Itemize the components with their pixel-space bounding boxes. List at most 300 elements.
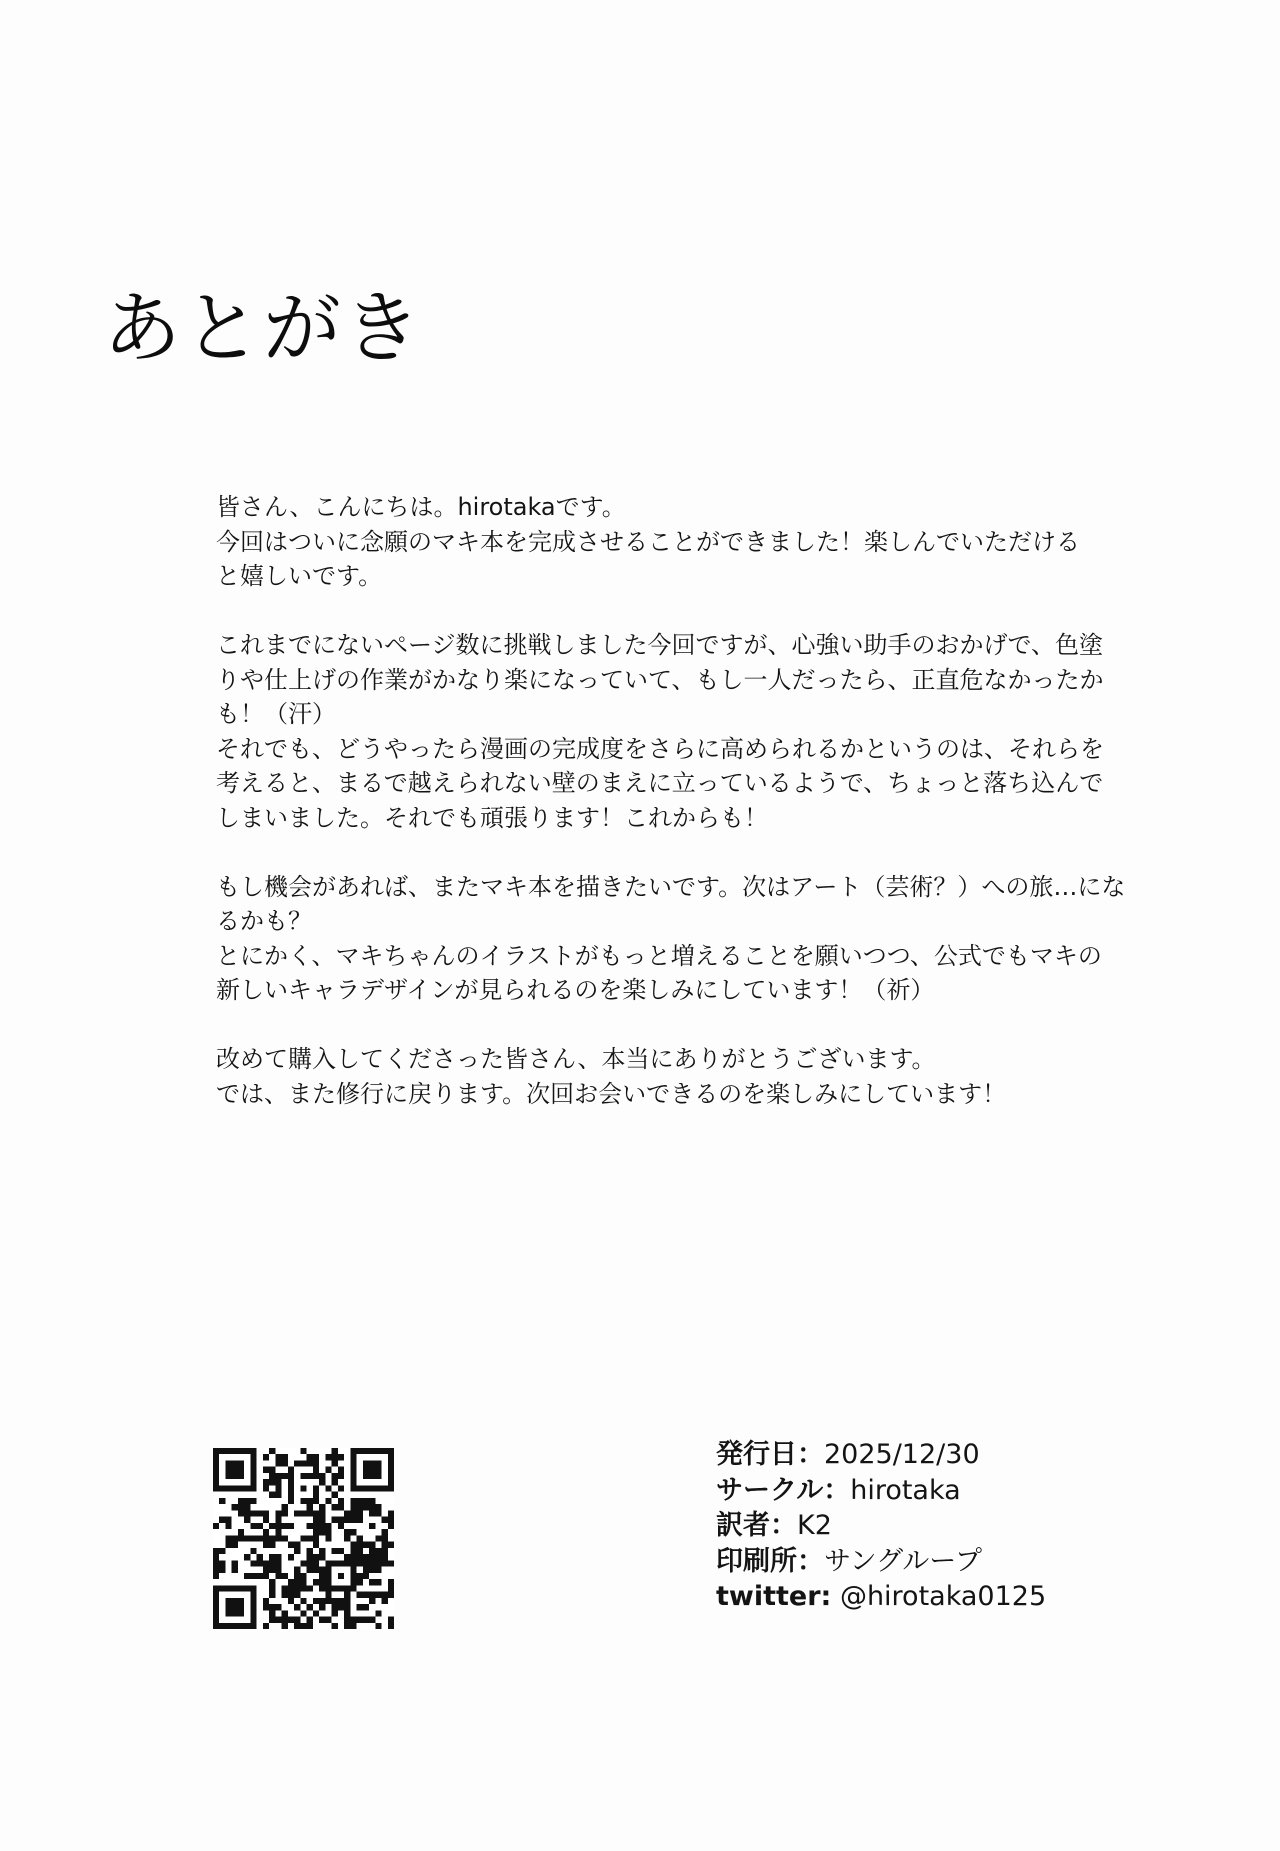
qr-module <box>225 1623 231 1629</box>
qr-module <box>307 1504 313 1510</box>
qr-module <box>225 1598 231 1604</box>
qr-module <box>332 1473 338 1479</box>
qr-module <box>357 1504 363 1510</box>
qr-module <box>282 1573 288 1579</box>
qr-module <box>225 1467 231 1473</box>
qr-module <box>357 1573 363 1579</box>
qr-module <box>219 1498 225 1504</box>
qr-module <box>213 1554 219 1560</box>
qr-module <box>344 1598 350 1604</box>
qr-module <box>269 1604 275 1610</box>
qr-module <box>213 1523 219 1529</box>
colophon-circle <box>716 1473 1046 1509</box>
qr-module <box>213 1485 219 1491</box>
twitter-handle: @hirotaka0125 <box>839 1581 1047 1612</box>
qr-module <box>269 1554 275 1560</box>
qr-module <box>313 1473 319 1479</box>
qr-module <box>275 1604 281 1610</box>
qr-module <box>269 1542 275 1548</box>
qr-module <box>275 1517 281 1523</box>
qr-module <box>238 1485 244 1491</box>
qr-module <box>238 1467 244 1473</box>
qr-module <box>250 1598 256 1604</box>
circle-label: サークル： <box>716 1474 851 1506</box>
qr-module <box>344 1517 350 1523</box>
qr-module <box>257 1523 263 1529</box>
qr-module <box>250 1560 256 1566</box>
qr-module <box>325 1560 331 1566</box>
qr-module <box>325 1523 331 1529</box>
qr-module <box>232 1567 238 1573</box>
qr-module <box>250 1467 256 1473</box>
qr-module <box>388 1592 394 1598</box>
qr-module <box>375 1510 381 1516</box>
qr-module <box>225 1542 231 1548</box>
qr-module <box>269 1592 275 1598</box>
qr-module <box>244 1448 250 1454</box>
qr-module <box>275 1485 281 1491</box>
qr-module <box>238 1598 244 1604</box>
qr-module <box>350 1510 356 1516</box>
qr-module <box>319 1579 325 1585</box>
qr-module <box>357 1604 363 1610</box>
qr-module <box>325 1535 331 1541</box>
qr-module <box>238 1460 244 1466</box>
qr-module <box>375 1448 381 1454</box>
qr-module <box>225 1535 231 1541</box>
qr-module <box>388 1617 394 1623</box>
qr-module <box>275 1535 281 1541</box>
qr-module <box>350 1473 356 1479</box>
qr-module <box>294 1460 300 1466</box>
qr-module <box>388 1517 394 1523</box>
qr-module <box>369 1510 375 1516</box>
qr-module <box>307 1510 313 1516</box>
qr-module <box>319 1529 325 1535</box>
qr-module <box>369 1548 375 1554</box>
qr-module <box>319 1504 325 1510</box>
qr-module <box>282 1460 288 1466</box>
qr-module <box>363 1460 369 1466</box>
qr-module <box>382 1448 388 1454</box>
translator-value: K2 <box>797 1510 832 1541</box>
qr-module <box>300 1448 306 1454</box>
text-line: 改めて購入してくださった皆さん、本当にありがとうございます。 <box>216 1045 936 1073</box>
colophon-translator <box>716 1508 1046 1544</box>
qr-module <box>282 1523 288 1529</box>
qr-module <box>319 1510 325 1516</box>
qr-module <box>313 1517 319 1523</box>
qr-module <box>244 1623 250 1629</box>
page-title: あとがき <box>103 284 424 374</box>
circle-value: hirotaka <box>850 1474 961 1506</box>
qr-module <box>288 1523 294 1529</box>
qr-module <box>307 1460 313 1466</box>
qr-module <box>319 1523 325 1529</box>
colophon-printer <box>716 1544 1046 1580</box>
qr-module <box>375 1592 381 1598</box>
qr-module <box>313 1485 319 1491</box>
qr-module <box>388 1460 394 1466</box>
qr-module <box>213 1598 219 1604</box>
qr-module <box>363 1554 369 1560</box>
qr-module <box>244 1498 250 1504</box>
qr-module <box>338 1467 344 1473</box>
qr-module <box>388 1542 394 1548</box>
qr-module <box>388 1579 394 1585</box>
qr-module <box>213 1479 219 1485</box>
qr-module <box>338 1498 344 1504</box>
qr-module <box>357 1554 363 1560</box>
qr-module <box>213 1473 219 1479</box>
qr-module <box>307 1617 313 1623</box>
qr-module <box>332 1598 338 1604</box>
qr-module <box>263 1517 269 1523</box>
qr-module <box>357 1592 363 1598</box>
qr-module <box>275 1523 281 1529</box>
qr-module <box>332 1548 338 1554</box>
qr-module <box>344 1604 350 1610</box>
colophon-issue-date <box>716 1437 1046 1473</box>
qr-module <box>375 1535 381 1541</box>
qr-module <box>319 1604 325 1610</box>
qr-module <box>300 1623 306 1629</box>
qr-module <box>263 1454 269 1460</box>
qr-module <box>244 1585 250 1591</box>
qr-module <box>350 1454 356 1460</box>
qr-module <box>344 1529 350 1535</box>
qr-module <box>244 1535 250 1541</box>
qr-module <box>332 1492 338 1498</box>
qr-module <box>382 1485 388 1491</box>
qr-module <box>244 1517 250 1523</box>
afterword-body <box>216 490 1156 1146</box>
qr-module <box>213 1548 219 1554</box>
text-line: 新しいキャラデザインが見られるのを楽しみにしています！（祈） <box>216 976 935 1004</box>
qr-module <box>325 1585 331 1591</box>
qr-module <box>307 1623 313 1629</box>
qr-module <box>263 1542 269 1548</box>
qr-module <box>313 1567 319 1573</box>
qr-module <box>300 1473 306 1479</box>
qr-module <box>263 1535 269 1541</box>
qr-module <box>344 1585 350 1591</box>
qr-module <box>263 1604 269 1610</box>
qr-module <box>238 1510 244 1516</box>
qr-module <box>288 1485 294 1491</box>
qr-module <box>350 1479 356 1485</box>
qr-module <box>257 1535 263 1541</box>
qr-module <box>307 1585 313 1591</box>
qr-module <box>282 1535 288 1541</box>
qr-module <box>313 1579 319 1585</box>
qr-module <box>369 1542 375 1548</box>
qr-module <box>250 1460 256 1466</box>
qr-module <box>257 1554 263 1560</box>
qr-module <box>219 1560 225 1566</box>
qr-module <box>369 1485 375 1491</box>
qr-module <box>269 1473 275 1479</box>
qr-code-icon <box>213 1448 394 1629</box>
qr-module <box>275 1554 281 1560</box>
qr-module <box>382 1517 388 1523</box>
qr-module <box>332 1560 338 1566</box>
qr-module <box>375 1579 381 1585</box>
qr-module <box>232 1485 238 1491</box>
qr-module <box>363 1473 369 1479</box>
qr-module <box>300 1498 306 1504</box>
qr-module <box>300 1579 306 1585</box>
qr-module <box>294 1510 300 1516</box>
qr-module <box>382 1560 388 1566</box>
qr-module <box>250 1485 256 1491</box>
qr-module <box>325 1579 331 1585</box>
qr-module <box>369 1617 375 1623</box>
qr-module <box>363 1617 369 1623</box>
qr-module <box>344 1592 350 1598</box>
qr-module <box>313 1535 319 1541</box>
qr-module <box>250 1510 256 1516</box>
qr-module <box>263 1573 269 1579</box>
qr-module <box>213 1448 219 1454</box>
qr-module <box>332 1623 338 1629</box>
qr-module <box>350 1485 356 1491</box>
qr-module <box>338 1523 344 1529</box>
qr-module <box>319 1585 325 1591</box>
qr-module <box>307 1604 313 1610</box>
qr-module <box>325 1467 331 1473</box>
qr-module <box>325 1485 331 1491</box>
qr-module <box>369 1467 375 1473</box>
qr-module <box>219 1623 225 1629</box>
qr-module <box>288 1617 294 1623</box>
qr-module <box>238 1498 244 1504</box>
qr-module <box>263 1467 269 1473</box>
qr-module <box>313 1560 319 1566</box>
qr-module <box>313 1523 319 1529</box>
qr-module <box>213 1454 219 1460</box>
qr-module <box>332 1479 338 1485</box>
qr-module <box>269 1610 275 1616</box>
qr-module <box>213 1617 219 1623</box>
qr-module <box>382 1535 388 1541</box>
qr-module <box>350 1448 356 1454</box>
qr-module <box>375 1473 381 1479</box>
qr-module <box>294 1542 300 1548</box>
qr-module <box>250 1623 256 1629</box>
qr-module <box>313 1460 319 1466</box>
qr-module <box>232 1460 238 1466</box>
qr-module <box>369 1598 375 1604</box>
qr-module <box>313 1492 319 1498</box>
qr-module <box>382 1554 388 1560</box>
qr-module <box>232 1610 238 1616</box>
qr-module <box>250 1535 256 1541</box>
qr-module <box>300 1585 306 1591</box>
qr-module <box>375 1467 381 1473</box>
qr-module <box>350 1554 356 1560</box>
qr-module <box>325 1573 331 1579</box>
issue-date-value: 2025/12/30 <box>824 1439 980 1470</box>
qr-module <box>357 1498 363 1504</box>
text-line: では、また修行に戻ります。次回お会いできるのを楽しみにしています！ <box>216 1079 1007 1108</box>
qr-module <box>319 1473 325 1479</box>
qr-module <box>332 1504 338 1510</box>
qr-module <box>288 1542 294 1548</box>
qr-module <box>232 1448 238 1454</box>
text-line: 今回はついに念願のマキ本を完成させることができました！楽しんでいただける <box>216 527 1080 556</box>
qr-module <box>338 1504 344 1510</box>
qr-module <box>375 1504 381 1510</box>
text-line: もし機会があれば、またマキ本を描きたいです。次はアート（芸術？）への旅…にな <box>216 872 1126 901</box>
qr-module <box>225 1610 231 1616</box>
qr-module <box>213 1610 219 1616</box>
qr-module <box>225 1485 231 1491</box>
qr-module <box>363 1485 369 1491</box>
text-line: しまいました。それでも頑張ります！これからも！ <box>216 803 768 832</box>
qr-module <box>238 1535 244 1541</box>
qr-module <box>325 1617 331 1623</box>
qr-module <box>250 1592 256 1598</box>
qr-module <box>263 1479 269 1485</box>
qr-module <box>269 1560 275 1566</box>
qr-module <box>319 1554 325 1560</box>
qr-module <box>350 1529 356 1535</box>
qr-module <box>288 1479 294 1485</box>
qr-module <box>369 1460 375 1466</box>
qr-module <box>300 1598 306 1604</box>
qr-module <box>269 1492 275 1498</box>
qr-module <box>250 1604 256 1610</box>
text-line: も！（汗） <box>216 700 336 728</box>
qr-module <box>294 1604 300 1610</box>
qr-module <box>344 1560 350 1566</box>
qr-module <box>369 1554 375 1560</box>
qr-module <box>338 1560 344 1566</box>
qr-module <box>238 1473 244 1479</box>
qr-module <box>232 1535 238 1541</box>
qr-module <box>363 1448 369 1454</box>
qr-module <box>375 1460 381 1466</box>
qr-module <box>288 1467 294 1473</box>
qr-module <box>388 1623 394 1629</box>
qr-module <box>382 1592 388 1598</box>
qr-module <box>257 1573 263 1579</box>
qr-module <box>250 1573 256 1579</box>
qr-module <box>282 1617 288 1623</box>
qr-module <box>332 1460 338 1466</box>
text-line: と嬉しいです。 <box>216 562 383 590</box>
qr-module <box>363 1573 369 1579</box>
qr-module <box>275 1529 281 1535</box>
qr-module <box>244 1573 250 1579</box>
qr-module <box>232 1598 238 1604</box>
qr-module <box>307 1548 313 1554</box>
qr-module <box>325 1498 331 1504</box>
qr-module <box>250 1548 256 1554</box>
qr-module <box>313 1454 319 1460</box>
qr-module <box>319 1617 325 1623</box>
qr-module <box>307 1498 313 1504</box>
text-line: 考えると、まるで越えられない壁のまえに立っているようで、ちょっと落ち込んで <box>216 769 1104 797</box>
qr-module <box>313 1467 319 1473</box>
text-line: これまでにないページ数に挑戦しました今回ですが、心強い助手のおかげで、色塗 <box>216 631 1104 659</box>
qr-module <box>275 1617 281 1623</box>
qr-module <box>275 1573 281 1579</box>
qr-module <box>300 1485 306 1491</box>
qr-module <box>238 1623 244 1629</box>
qr-module <box>325 1529 331 1535</box>
qr-module <box>225 1517 231 1523</box>
qr-module <box>238 1529 244 1535</box>
qr-module <box>288 1492 294 1498</box>
qr-module <box>275 1454 281 1460</box>
qr-module <box>257 1510 263 1516</box>
qr-module <box>388 1560 394 1566</box>
qr-module <box>282 1623 288 1629</box>
qr-module <box>213 1623 219 1629</box>
qr-module <box>369 1579 375 1585</box>
qr-module <box>363 1560 369 1566</box>
qr-module <box>325 1567 331 1573</box>
qr-module <box>250 1610 256 1616</box>
qr-module <box>350 1467 356 1473</box>
qr-module <box>213 1460 219 1466</box>
qr-module <box>369 1523 375 1529</box>
qr-module <box>388 1479 394 1485</box>
qr-module <box>294 1548 300 1554</box>
qr-module <box>282 1610 288 1616</box>
qr-module <box>232 1542 238 1548</box>
qr-module <box>263 1567 269 1573</box>
qr-module <box>307 1523 313 1529</box>
qr-module <box>350 1579 356 1585</box>
colophon-twitter <box>716 1579 1046 1615</box>
qr-module <box>313 1529 319 1535</box>
qr-module <box>294 1585 300 1591</box>
qr-module <box>344 1617 350 1623</box>
qr-module <box>325 1598 331 1604</box>
text-line: 皆さん、こんにちは。hirotakaです。 <box>216 493 626 521</box>
qr-module <box>219 1485 225 1491</box>
qr-module <box>338 1517 344 1523</box>
qr-module <box>357 1535 363 1541</box>
qr-module <box>213 1604 219 1610</box>
qr-module <box>344 1610 350 1616</box>
qr-module <box>338 1573 344 1579</box>
qr-module <box>375 1623 381 1629</box>
qr-module <box>300 1510 306 1516</box>
qr-module <box>213 1467 219 1473</box>
qr-module <box>275 1567 281 1573</box>
qr-module <box>232 1467 238 1473</box>
qr-module <box>225 1523 231 1529</box>
qr-module <box>250 1454 256 1460</box>
qr-module <box>282 1504 288 1510</box>
qr-module <box>300 1573 306 1579</box>
qr-module <box>344 1623 350 1629</box>
qr-module <box>332 1448 338 1454</box>
qr-module <box>232 1604 238 1610</box>
qr-module <box>382 1548 388 1554</box>
text-line: とにかく、マキちゃんのイラストがもっと増えることを願いつつ、公式でもマキの <box>216 941 1102 970</box>
qr-module <box>232 1585 238 1591</box>
qr-module <box>250 1585 256 1591</box>
qr-module <box>213 1573 219 1579</box>
qr-module <box>269 1448 275 1454</box>
qr-module <box>363 1567 369 1573</box>
qr-module <box>269 1479 275 1485</box>
